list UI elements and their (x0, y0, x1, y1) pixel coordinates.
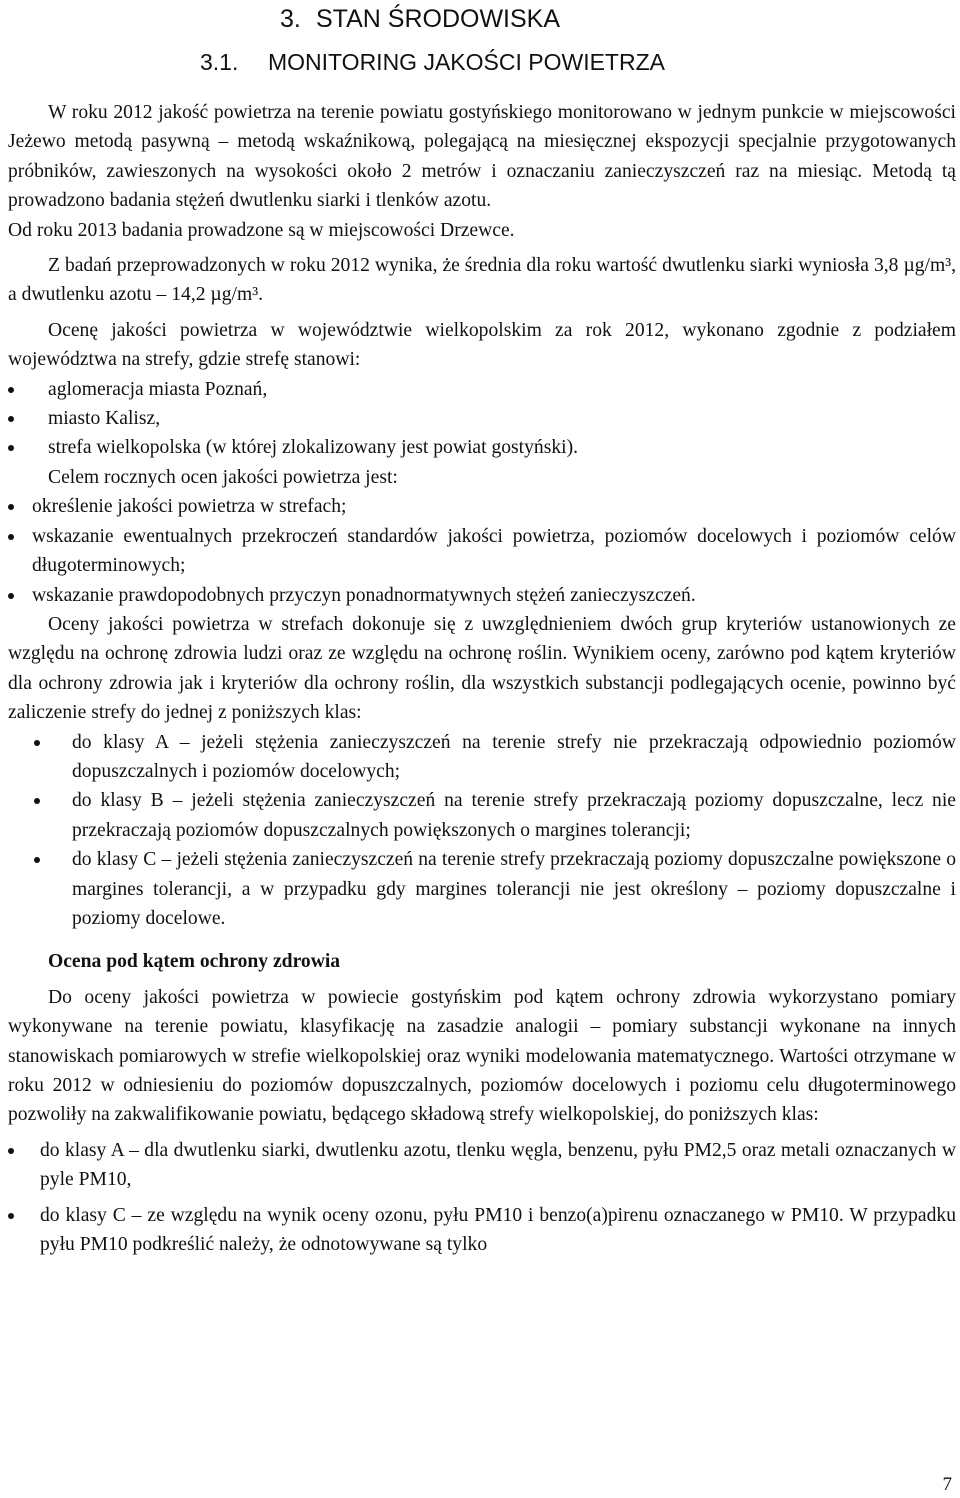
subsection-title: MONITORING JAKOŚCI POWIETRZA (268, 49, 665, 75)
paragraph-zones-intro: Ocenę jakości powietrza w województwie wielkopolskim za rok 2012, wykonano zgodnie z podziałem województwa na strefy, gdzie strefę stanowi: (8, 319, 956, 371)
list-item: do klasy C – ze względu na wynik oceny ozonu, pyłu PM10 i benzo(a)pirenu oznaczanego w PM10. W przypadku pyłu PM10 podkreślić należy, że odnotowywane są tylko (8, 1201, 956, 1260)
list-item: wskazanie ewentualnych przekroczeń standardów jakości powietrza, poziomów docelowych i poziomów celów długoterminowych; (8, 522, 956, 581)
list-item: określenie jakości powietrza w strefach; (8, 492, 956, 521)
section-heading (280, 4, 560, 34)
list-item: do klasy A – dla dwutlenku siarki, dwutlenku azotu, tlenku węgla, benzenu, pyłu PM2,5 oraz metali oznaczanych w pyle PM10, (8, 1136, 956, 1195)
page-number: 7 (942, 1474, 952, 1495)
list-item: aglomeracja miasta Poznań, (8, 375, 956, 404)
subsection-number: 3.1. (200, 49, 239, 75)
list-item: do klasy A – jeżeli stężenia zanieczyszczeń na terenie strefy nie przekraczają odpowiednio poziomów dopuszczalnych i poziomów docelowych; (8, 728, 956, 787)
list-item: strefa wielkopolska (w której zlokalizowany jest powiat gostyński). (8, 433, 956, 462)
goals-list (8, 492, 956, 610)
bullet-icon (8, 416, 14, 422)
bullet-icon (8, 534, 14, 540)
bullet-icon (8, 593, 14, 599)
classes-list (8, 728, 956, 934)
bullet-icon (8, 387, 14, 393)
bullet-icon (8, 445, 14, 451)
paragraph-goals-intro: Celem rocznych ocen jakości powietrza jest: (48, 466, 398, 488)
bullet-icon (34, 857, 40, 863)
bullet-icon (8, 1213, 14, 1219)
bullet-icon (8, 504, 14, 510)
paragraph-county-assessment: Do oceny jakości powietrza w powiecie gostyńskim pod kątem ochrony zdrowia wykorzystano pomiary wykonywane na terenie powiatu, klasyfikację na zasadzie analogii – pomiary substancji wykonane na innych stanowiskach pomiarowych w strefie wielkopolskiej oraz wyniki modelowania matematycznego. Wartości otrzymane w roku 2012 w odniesieniu do poziomów dopuszczalnych, poziomów docelowych i poziomu celu długoterminowego pozwoliły na zakwalifikowanie powiatu, będącego składową strefy wielkopolskiej, do poniższych klas: (8, 986, 956, 1126)
body-text (8, 98, 956, 1259)
bullet-icon (34, 740, 40, 746)
bullet-icon (34, 798, 40, 804)
list-item: miasto Kalisz, (8, 404, 956, 433)
paragraph-results: Z badań przeprowadzonych w roku 2012 wynika, że średnia dla roku wartość dwutlenku siarki wyniosła 3,8 µg/m³, a dwutlenku azotu – 14,2 µg/m³. (8, 255, 956, 306)
bullet-icon (8, 1148, 14, 1154)
county-classes-list (8, 1136, 956, 1260)
paragraph-monitoring: W roku 2012 jakość powietrza na terenie powiatu gostyńskiego monitorowano w jednym punkcie w miejscowości Jeżewo metodą pasywną – metodą wskaźnikową, polegającą na miesięcznej ekspozycji specjalnie przygotowanych próbników, zawieszonych na wysokości około 2 metrów i oznaczaniu zanieczyszczeń raz na miesiąc. Metodą tą prowadzono badania stężeń dwutlenku siarki i tlenków azotu. (8, 102, 956, 212)
list-item: do klasy B – jeżeli stężenia zanieczyszczeń na terenie strefy przekraczają poziomy dopuszczalne, lecz nie przekraczają poziomów dopuszczalnych powiększonych o margines tolerancji; (8, 786, 956, 845)
section-number: 3. (280, 5, 301, 33)
list-item: wskazanie prawdopodobnych przyczyn ponadnormatywnych stężeń zanieczyszczeń. (8, 581, 956, 610)
paragraph-drzewce: Od roku 2013 badania prowadzone są w miejscowości Drzewce. (8, 219, 515, 241)
section-title: STAN ŚRODOWISKA (316, 5, 561, 33)
list-item: do klasy C – jeżeli stężenia zanieczyszczeń na terenie strefy przekraczają poziomy dopuszczalne powiększone o margines tolerancji, a w przypadku gdy margines tolerancji nie jest określony – poziomy dopuszczalne i poziomy docelowe. (8, 845, 956, 933)
zones-list (8, 375, 956, 463)
subsection-heading (200, 48, 665, 76)
paragraph-criteria: Oceny jakości powietrza w strefach dokonuje się z uwzględnieniem dwóch grup kryteriów ustanowionych ze względu na ochronę zdrowia ludzi oraz ze względu na ochronę roślin. Wynikiem oceny, zarówno pod kątem kryteriów dla ochrony zdrowia jak i kryteriów dla ochrony roślin, dla wszystkich substancji podlegających ocenie, powinno być zaliczenie strefy do jednej z poniższych klas: (8, 613, 956, 724)
subheading-health: Ocena pod kątem ochrony zdrowia (48, 951, 341, 973)
